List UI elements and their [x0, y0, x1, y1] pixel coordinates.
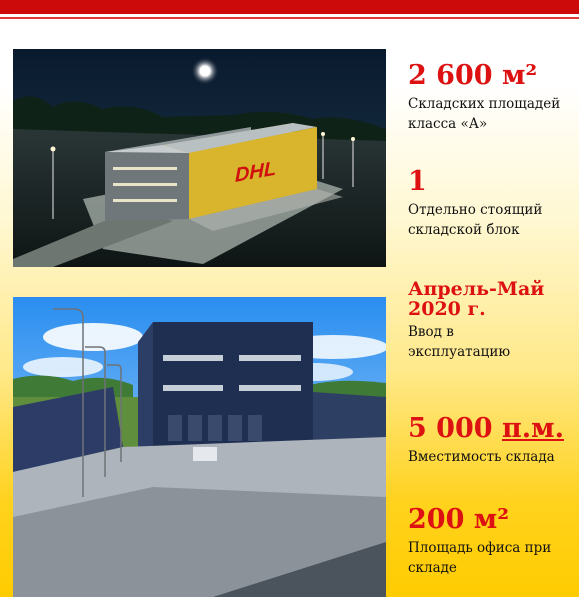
stat-block — [408, 168, 578, 240]
stat-capacity-value: 5 000 — [408, 413, 493, 444]
truck-icon — [193, 447, 217, 461]
stat-block-desc-line1: Отдельно стоящий — [408, 202, 543, 219]
stat-block-value: 1 — [408, 166, 427, 197]
warehouse-day-image — [13, 297, 386, 597]
stat-block-desc-line2: складской блок — [408, 222, 520, 239]
stat-capacity — [408, 415, 578, 467]
stat-capacity-value-row — [408, 415, 578, 443]
stat-capacity-desc-line1: Вместимость склада — [408, 449, 555, 466]
stat-area-value: 2 600 м² — [408, 60, 538, 91]
stat-date-value-line1: Апрель-Май — [408, 278, 545, 300]
stat-office — [408, 506, 578, 578]
stat-office-value: 200 м² — [408, 504, 510, 535]
stat-office-desc-line2: складе — [408, 560, 457, 577]
stat-date-desc-line1: Ввод в — [408, 323, 454, 340]
moon-icon — [191, 57, 219, 85]
stat-area-desc-line1: Складских площадей — [408, 96, 561, 113]
dhl-logo: DHL — [235, 157, 277, 187]
stat-office-desc-line1: Площадь офиса при — [408, 540, 552, 557]
stat-date — [408, 280, 578, 362]
stat-area — [408, 62, 578, 134]
stat-capacity-unit: п.м. — [501, 413, 564, 444]
stat-date-value-line2: 2020 г. — [408, 297, 486, 320]
warehouse-night-image — [13, 49, 386, 267]
top-red-line — [0, 17, 579, 19]
stat-date-desc-line2: эксплуатацию — [408, 343, 511, 360]
warehouse-night-render — [13, 49, 386, 267]
stat-area-desc-line2: класса «А» — [408, 116, 488, 133]
warehouse-day-render — [13, 297, 386, 597]
top-red-bar — [0, 0, 579, 14]
